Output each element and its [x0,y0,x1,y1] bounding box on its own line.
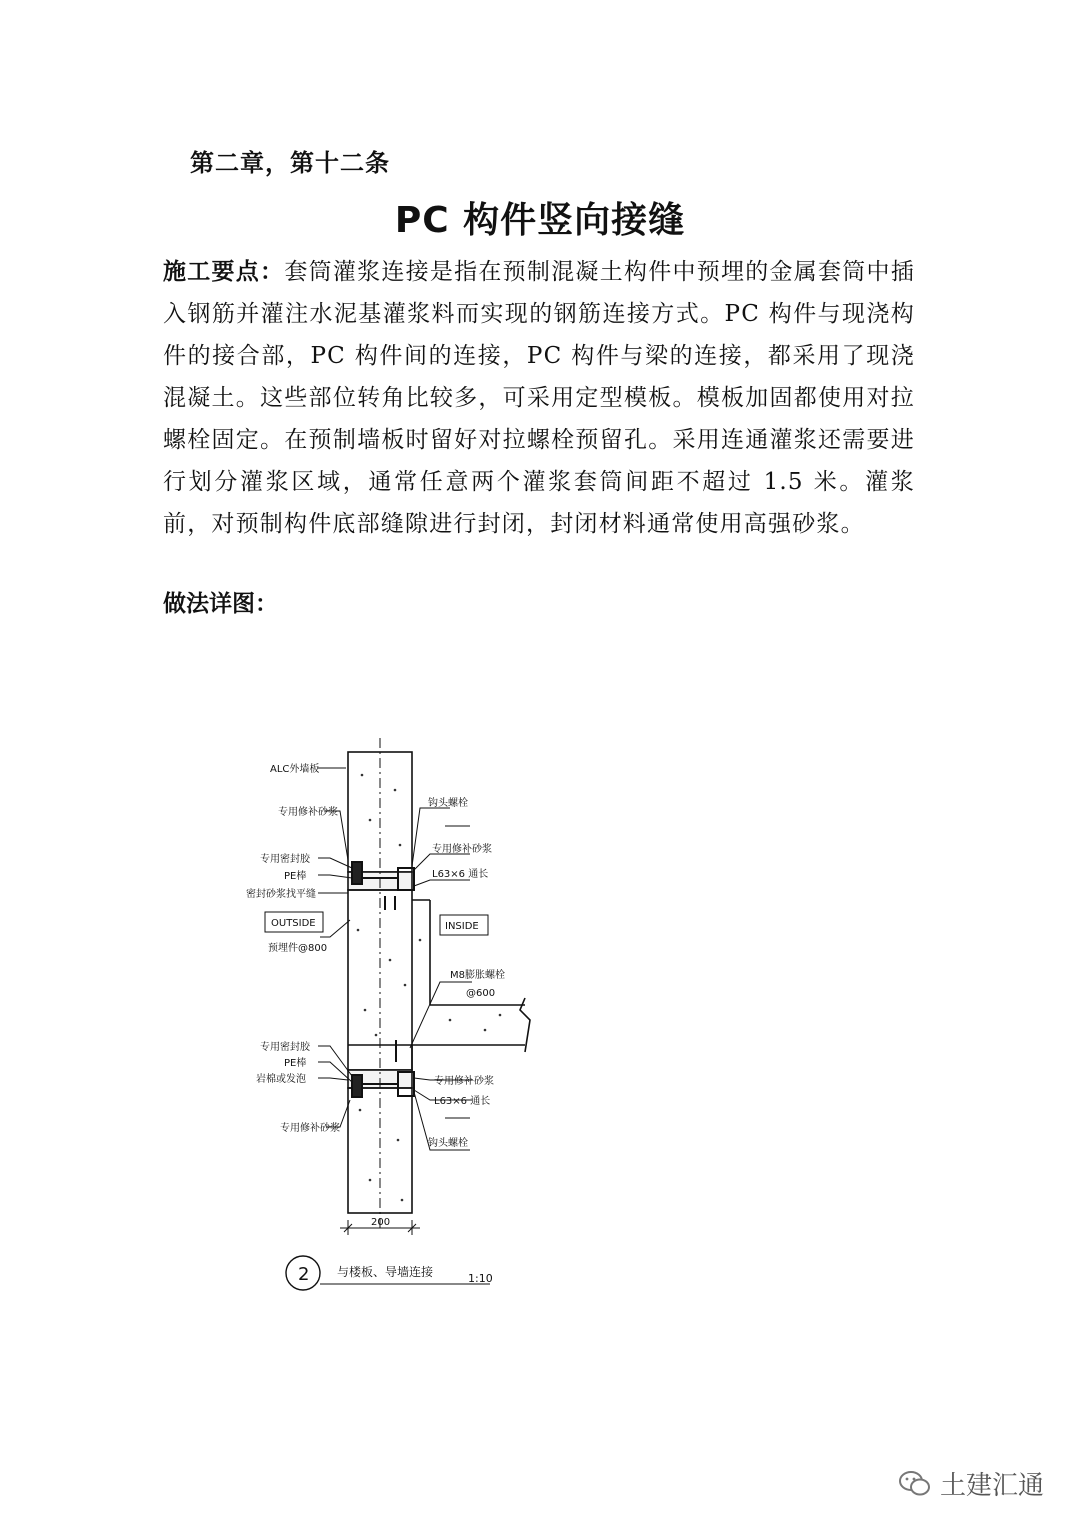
chapter-heading: 第二章，第十二条 [190,149,390,177]
label-m8-spacing: @600 [466,988,496,999]
label-mortar-bottom-left: 专用修补砂浆 [280,1123,340,1134]
detail-scale: 1:10 [468,1272,493,1285]
label-pe-bottom: PE棒 [284,1058,307,1069]
watermark-text: 土建汇通 [939,1471,1044,1501]
label-seal-top: 专用密封胶 [260,854,310,865]
label-seal-mortar: 密封砂浆找平缝 [246,889,316,900]
label-mortar-top-left: 专用修补砂浆 [278,807,338,818]
label-angle-bottom: L63×6 通长 [434,1096,491,1107]
label-seal-bottom: 专用密封胶 [260,1042,310,1053]
label-alc: ALC外墙板 [270,764,320,775]
detail-heading: 做法详图： [163,591,278,617]
detail-callout [286,1256,493,1290]
label-m8: M8膨胀螺栓 [450,970,505,981]
detail-title: 与楼板、导墙连接 [337,1265,434,1279]
label-bolt-top: 钩头螺栓 [428,798,468,809]
connection-angles [352,862,414,1097]
label-embed: 预埋件@800 [268,943,328,954]
body-text: 套筒灌浆连接是指在预制混凝土构件中预埋的金属套筒中插入钢筋并灌注水泥基灌浆料而实现的钢筋连接方式。PC 构件与现浇构件的接合部，PC 构件间的连接，PC 构件与梁的连接，都采用了现浇混凝土。这些部位转角比较多，可采用定型模板。模板加固都使用对拉螺栓固定。在预制墙板时留好对拉螺栓预留孔。采用连通灌浆还需要进行划分灌浆区域，通常任意两个灌浆套筒间距不超过 1.5 米。灌浆前，对预制构件底部缝隙进行封闭，封闭材料通常使用高强砂浆。 [163,259,916,537]
leader-lines [318,768,472,1150]
dimension-value: 200 [371,1217,391,1228]
label-outside: OUTSIDE [271,918,316,929]
label-rockwool: 岩棉或发泡 [256,1074,306,1085]
label-mortar-top-right: 专用修补砂浆 [432,844,492,855]
wechat-icon [898,1470,932,1498]
detail-number: 2 [298,1264,310,1285]
label-angle-top: L63×6 通长 [432,869,489,880]
label-inside: INSIDE [445,921,479,932]
lead-label: 施工要点： [163,259,285,285]
label-mortar-bottom-right: 专用修补砂浆 [434,1076,494,1087]
label-bolt-bottom: 钩头螺栓 [428,1138,468,1149]
page-title: PC 构件竖向接缝 [394,200,686,241]
watermark [898,1465,1044,1502]
label-pe-top: PE棒 [284,871,307,882]
